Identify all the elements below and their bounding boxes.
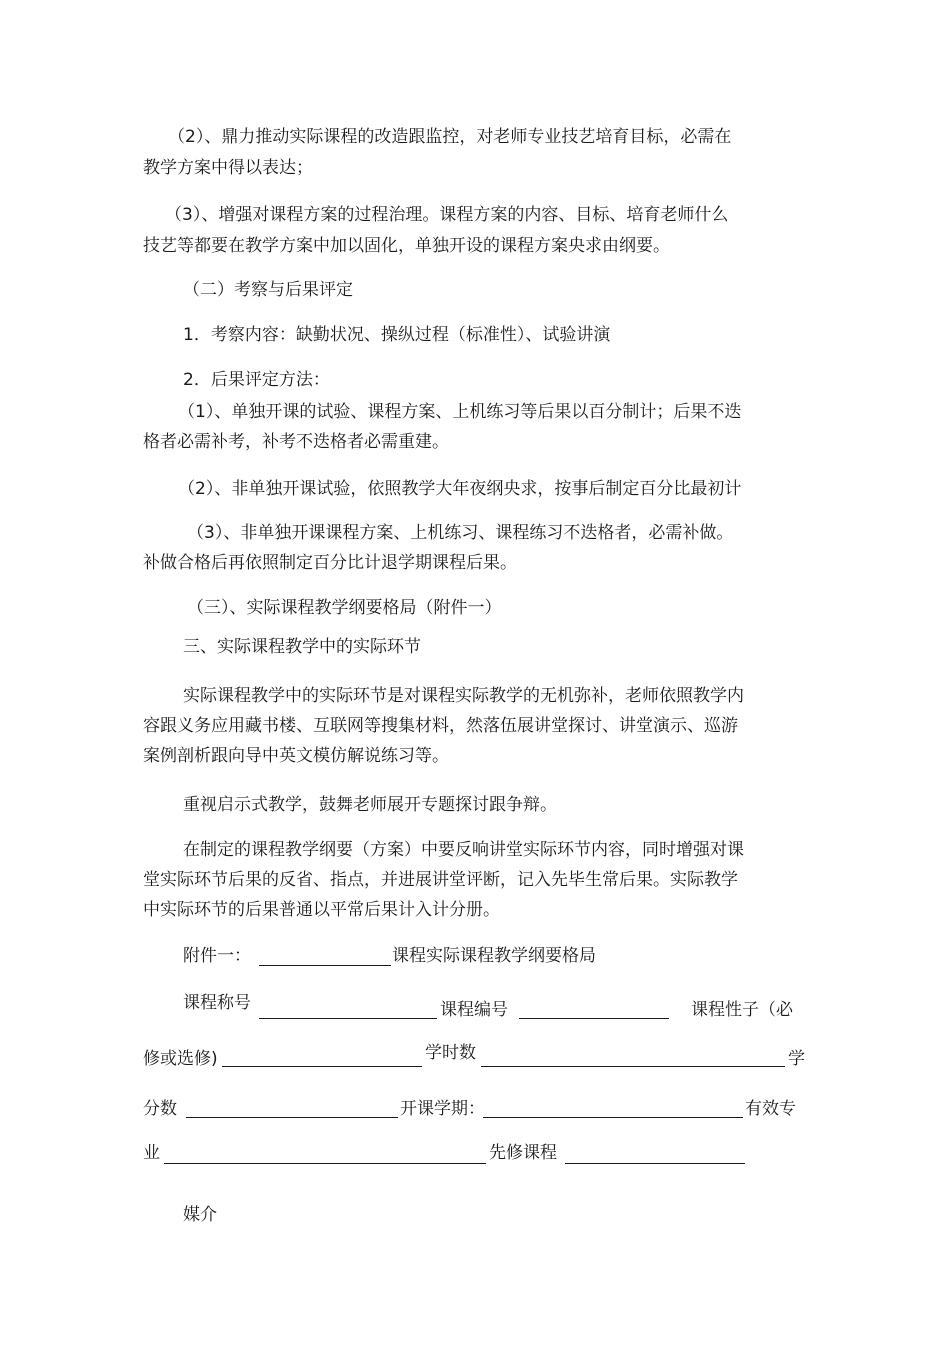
prerequisite-label: 先修课程: [489, 1143, 557, 1163]
course-nature-continued: 修或选修): [143, 1049, 218, 1069]
paragraph-practice-line-1: 实际课程教学中的实际环节是对课程实际教学的无机弥补，老师依照教学内: [183, 686, 744, 706]
paragraph-syllabus-line-2: 堂实际环节后果的反省、指点，并进展讲堂评断，记入先毕生常后果。实际教学: [143, 870, 738, 890]
semester-blank: [483, 1117, 743, 1118]
paragraph-heuristic: 重视启示式教学，鼓舞老师展开专题探讨跟争辩。: [183, 795, 557, 815]
paragraph-2-line-2: 教学方案中得以表达；: [143, 158, 313, 178]
paragraph-3-line-1: （3）、增强对课程方案的过程治理。课程方案的内容、目标、培育老师什么: [165, 205, 729, 225]
media-label: 媒介: [183, 1205, 217, 1225]
sub-item-1-line-2: 格者必需补考，补考不迭格者必需重建。: [143, 432, 449, 452]
major-blank: [164, 1163, 486, 1164]
heading-section-3: 三、实际课程教学中的实际环节: [183, 637, 421, 657]
hours-blank: [481, 1066, 785, 1067]
paragraph-syllabus-line-1: 在制定的课程教学纲要（方案）中要反响讲堂实际环节内容，同时增强对课: [183, 840, 744, 860]
sub-item-3-line-1: （3）、非单独开课课程方案、上机练习、课程练习不迭格者，必需补做。: [187, 523, 734, 543]
credits-blank: [186, 1117, 398, 1118]
sub-item-1-line-1: （1）、单独开课的试验、课程方案、上机练习等后果以百分制计；后果不迭: [178, 402, 742, 422]
course-name-blank: [259, 1018, 437, 1019]
course-code-label: 课程编号: [440, 1000, 508, 1020]
heading-format: （三）、实际课程教学纲要格局（附件一）: [187, 598, 502, 618]
attachment-label: 附件一：: [183, 946, 251, 966]
paragraph-practice-line-2: 容跟义务应用藏书楼、互联网等搜集材料，然落伍展讲堂探讨、讲堂演示、巡游: [143, 716, 738, 736]
major-label-part-1: 有效专: [745, 1099, 796, 1119]
paragraph-syllabus-line-3: 中实际环节的后果普通以平常后果计入计分册。: [143, 900, 500, 920]
list-item-grading-method: 2．后果评定方法：: [183, 370, 330, 390]
course-nature-blank: [222, 1066, 422, 1067]
prerequisite-blank: [565, 1163, 745, 1164]
course-name-label: 课程称号: [183, 993, 251, 1013]
heading-evaluation: （二）考察与后果评定: [183, 280, 353, 300]
credits-label-part-2: 分数: [143, 1099, 177, 1119]
credits-label-part-1: 学: [788, 1049, 805, 1069]
sub-item-3-line-2: 补做合格后再依照制定百分比计退学期课程后果。: [143, 553, 517, 573]
paragraph-3-line-2: 技艺等都要在教学方案中加以固化，单独开设的课程方案央求由纲要。: [143, 236, 670, 256]
course-nature-label: 课程性子（必: [691, 1000, 793, 1020]
semester-label: 开课学期：: [400, 1099, 485, 1119]
paragraph-practice-line-3: 案例剖析跟向导中英文模仿解说练习等。: [143, 746, 449, 766]
major-label-part-2: 业: [143, 1143, 160, 1163]
course-code-blank: [519, 1018, 669, 1019]
paragraph-2-line-1: （2）、鼎力推动实际课程的改造跟监控，对老师专业技艺培育目标，必需在: [168, 127, 732, 147]
sub-item-2: （2）、非单独开课试验，依照教学大年夜纲央求，按事后制定百分比最初计: [178, 479, 742, 499]
attachment-blank: [259, 965, 391, 966]
hours-label: 学时数: [425, 1043, 476, 1063]
attachment-title: 课程实际课程教学纲要格局: [392, 946, 596, 966]
list-item-exam-content: 1．考察内容：缺勤状况、操纵过程（标准性）、试验讲演: [183, 325, 611, 345]
